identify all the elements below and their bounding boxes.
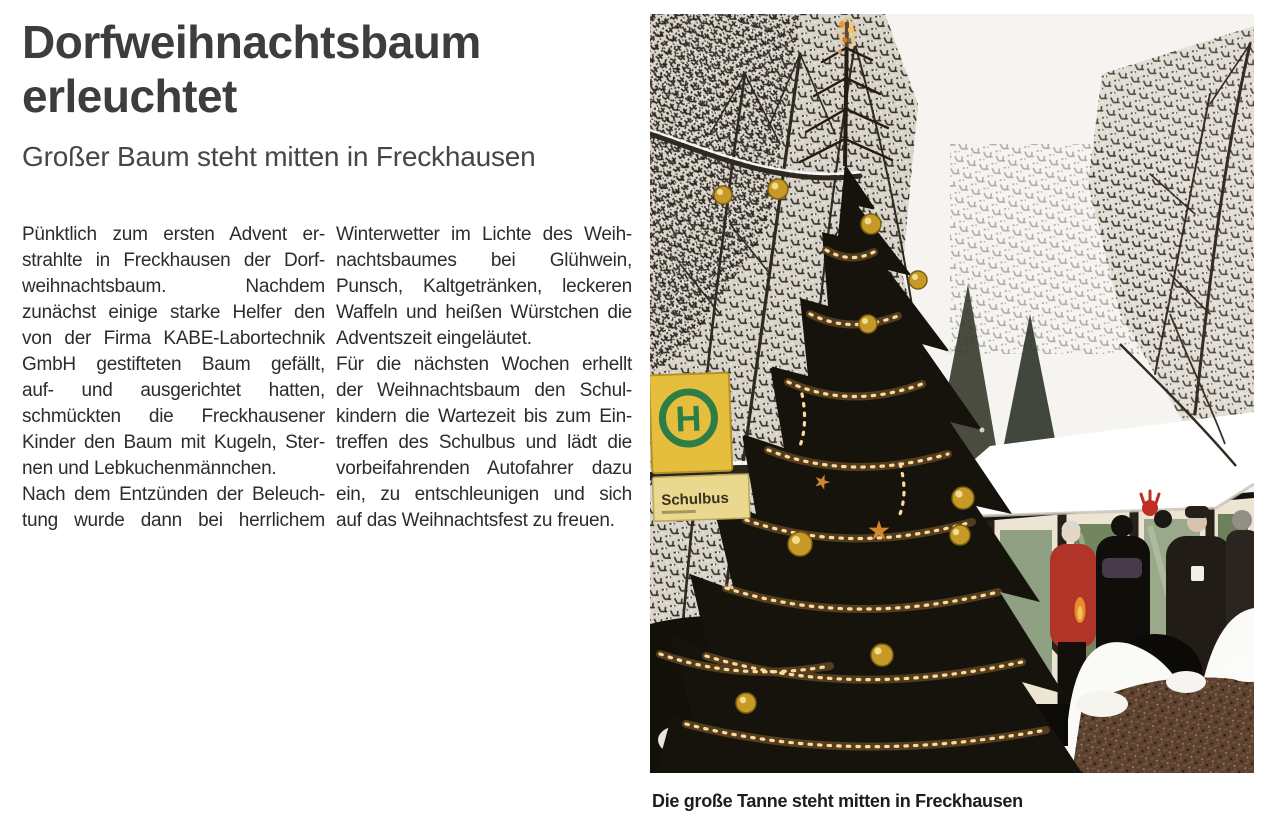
article-subhead: Großer Baum steht mitten in Freckhausen <box>22 141 536 172</box>
body-line: von der Firma KABE-Labortechnik <box>22 328 325 349</box>
body-line: weihnachtsbaum. Nachdem <box>22 276 325 297</box>
christmas-tree-photo <box>650 14 1254 773</box>
body-line: der Weihnachtsbaum den Schul- <box>336 380 632 401</box>
body-line: Pünktlich zum ersten Advent er- <box>22 224 325 245</box>
body-line: Kinder den Baum mit Kugeln, Ster- <box>22 432 325 453</box>
headline-line-1: Dorfweihnachtsbaum <box>22 16 481 68</box>
body-line: nen und Lebkuchenmännchen. <box>22 458 277 479</box>
headline-line-2: erleuchtet <box>22 69 237 122</box>
schulbus-sign-label: Schulbus <box>661 489 730 510</box>
body-column-1 <box>22 222 325 534</box>
body-line: zunächst einige starke Helfer den <box>22 302 325 323</box>
body-line: Waffeln und heißen Würstchen die <box>336 302 632 323</box>
body-line: Nach dem Entzünden der Beleuch- <box>22 484 325 505</box>
photo-caption: Die große Tanne steht mitten in Freckhausen <box>652 791 1023 811</box>
article-photo <box>650 14 1254 773</box>
body-line: auf- und ausgerichtet hatten, <box>22 380 325 401</box>
body-line: schmückten die Freckhausener <box>22 406 325 427</box>
body-line: treffen des Schulbus und lädt die <box>336 432 632 453</box>
body-line: vorbeifahrenden Autofahrer dazu <box>336 458 632 479</box>
body-line: strahlte in Freckhausen der Dorf- <box>22 250 325 271</box>
body-line: Für die nächsten Wochen erhellt <box>336 354 632 375</box>
body-line: kindern die Wartezeit bis zum Ein- <box>336 406 632 427</box>
body-line: auf das Weihnachtsfest zu freuen. <box>336 510 615 531</box>
body-line: tung wurde dann bei herrlichem <box>22 510 325 531</box>
body-line: ein, zu entschleunigen und sich <box>336 484 632 505</box>
body-column-2 <box>336 222 632 534</box>
article-headline <box>22 16 582 124</box>
body-line: Punsch, Kaltgetränken, leckeren <box>336 276 632 297</box>
body-line: Adventszeit eingeläutet. <box>336 328 532 349</box>
bus-stop-sign-letter: H <box>674 397 703 440</box>
body-line: GmbH gestifteten Baum gefällt, <box>22 354 325 375</box>
body-line: nachtsbaumes bei Glühwein, <box>336 250 632 271</box>
distant-trees <box>950 144 1190 354</box>
person-red-coat <box>1050 544 1096 648</box>
white-mug <box>1191 566 1204 581</box>
body-line: Winterwetter im Lichte des Weih- <box>336 224 632 245</box>
